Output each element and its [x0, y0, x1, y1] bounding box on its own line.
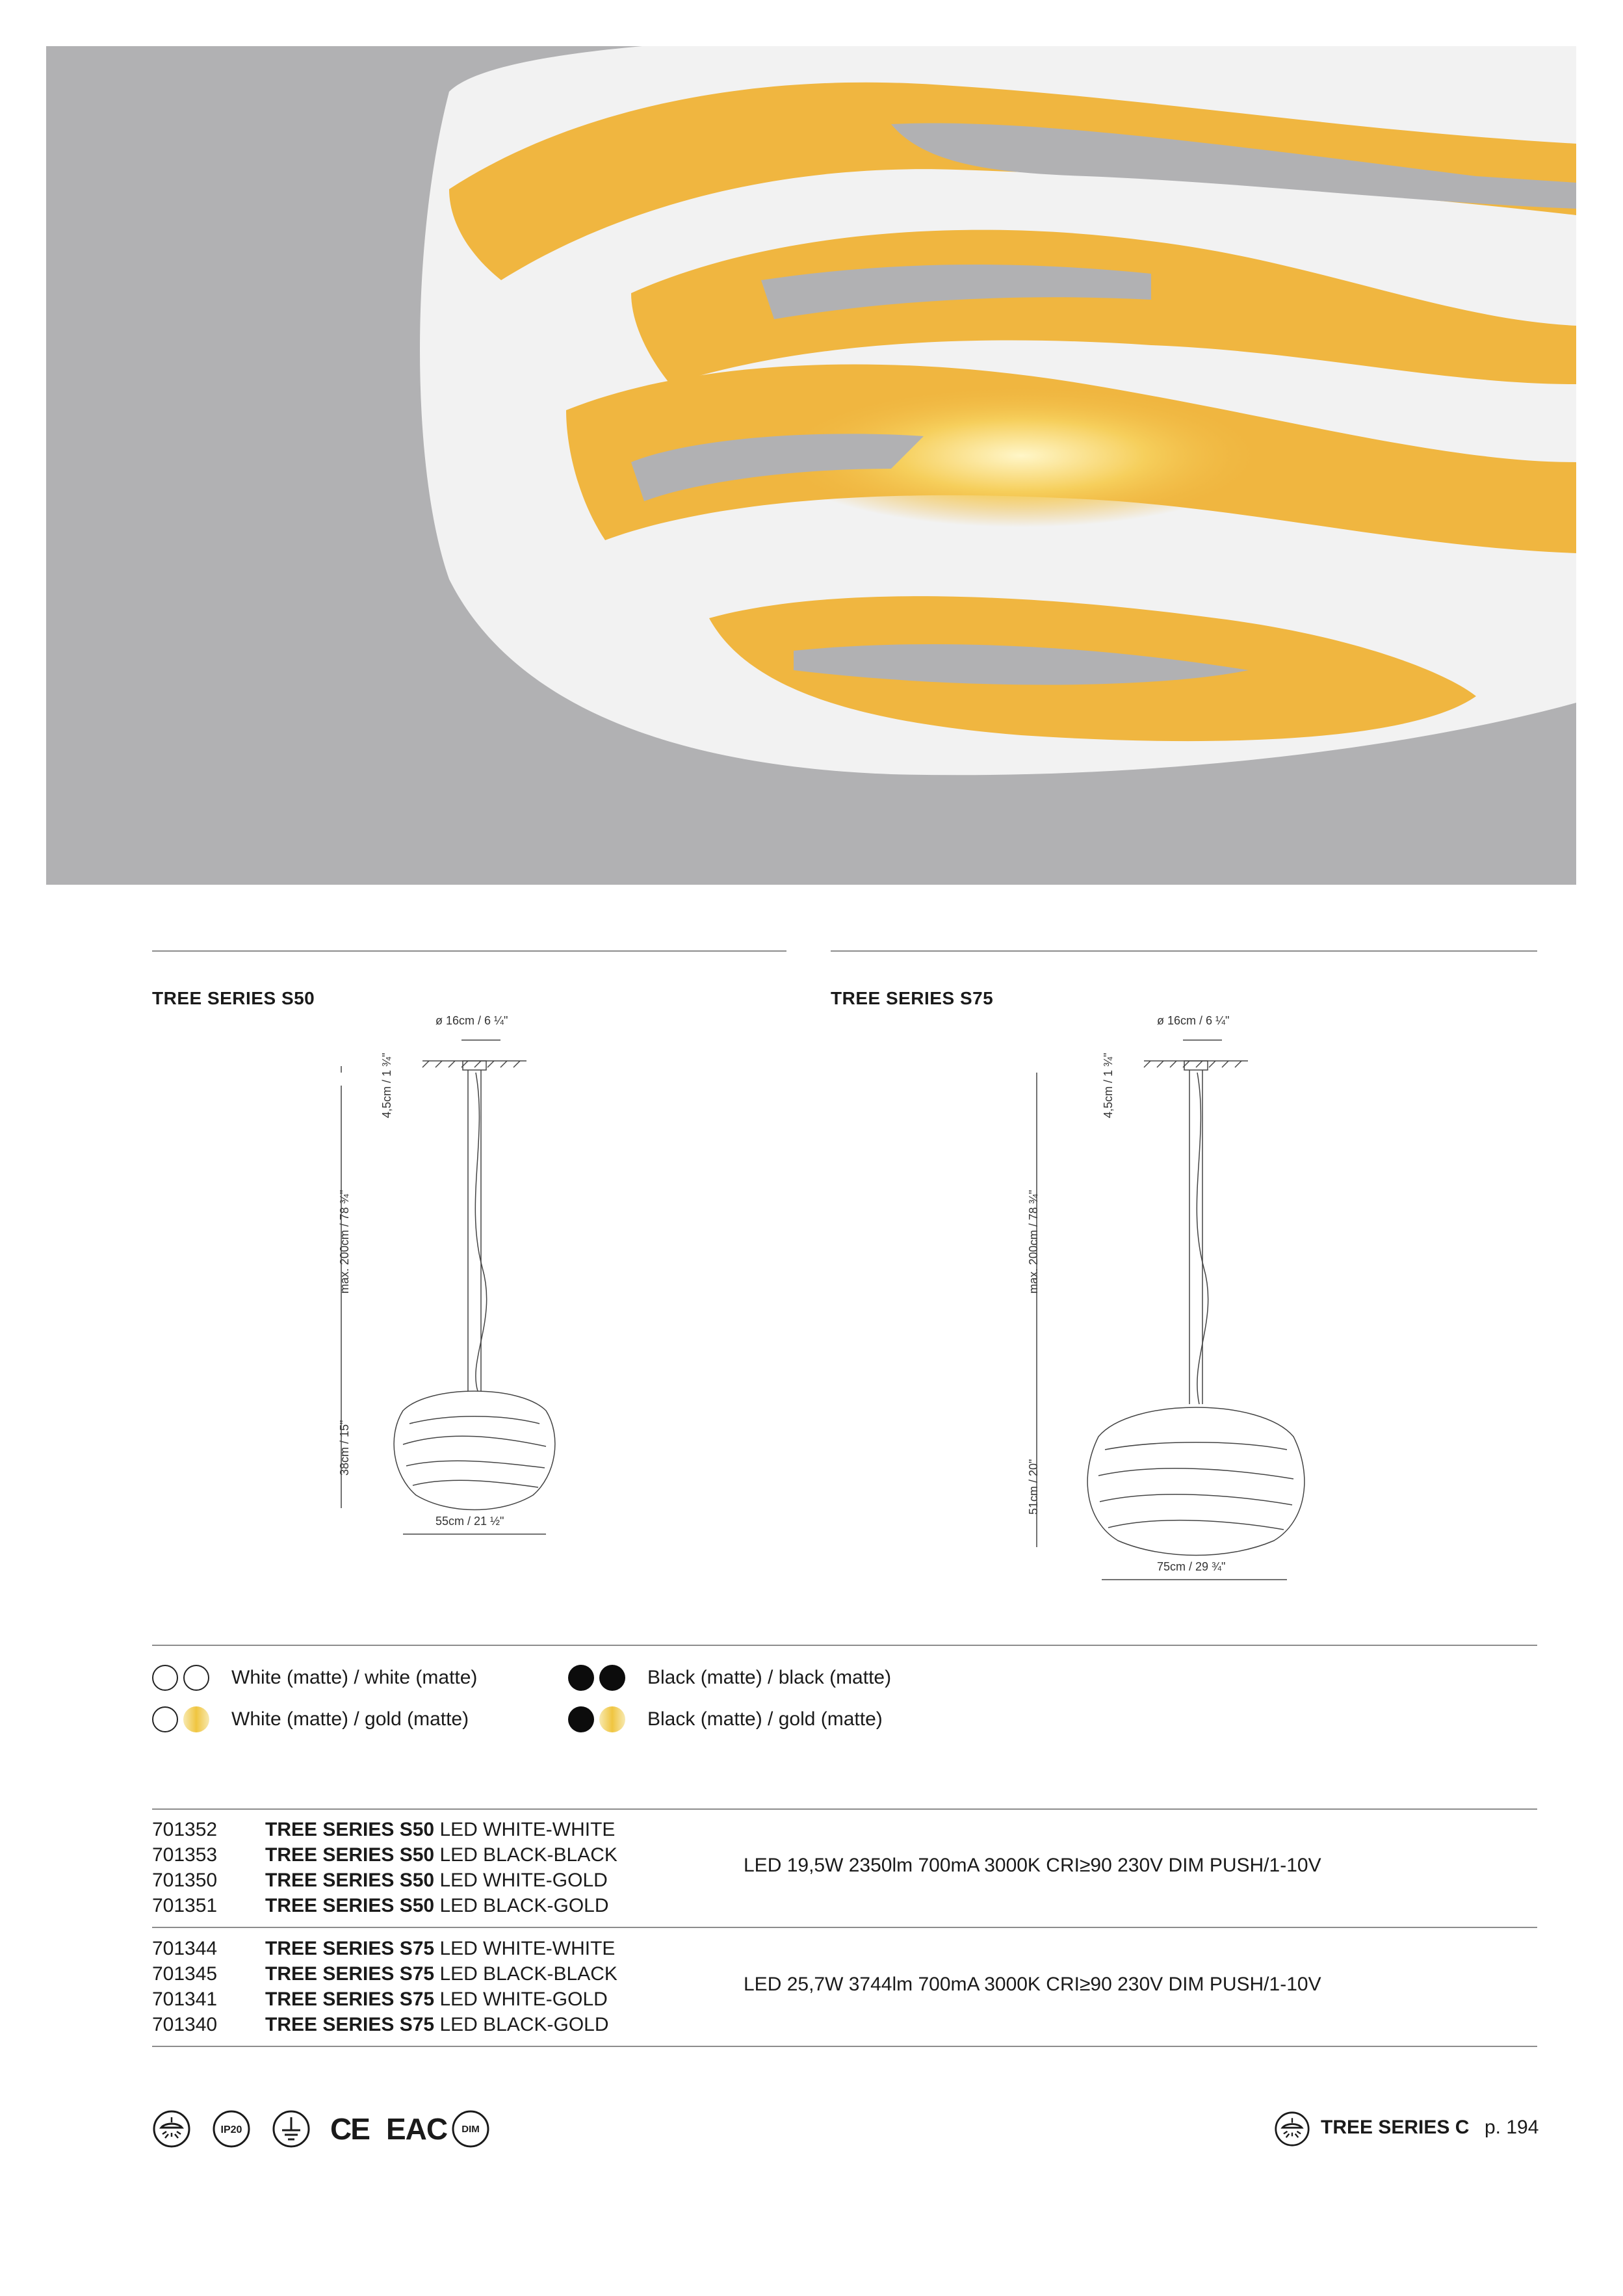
product-variant: LED WHITE-GOLD — [439, 1870, 608, 1891]
product-name: TREE SERIES S50 — [265, 1844, 435, 1866]
finish-label: Black (matte) / gold (matte) — [647, 1708, 883, 1730]
white-swatch-icon — [152, 1665, 178, 1691]
finish-option — [568, 1702, 891, 1736]
finish-swatch-group — [152, 1661, 477, 1736]
product-name: TREE SERIES S75 — [265, 1938, 435, 1959]
dim-label: DIM — [461, 2124, 480, 2135]
product-name: TREE SERIES S50 — [265, 1870, 435, 1891]
product-code: 701353 — [152, 1844, 218, 1866]
table-row — [152, 1817, 615, 1842]
s50-title: TREE SERIES S50 — [152, 988, 315, 1008]
s75-cable-dim: max. 200cm / 78 ¾" — [1027, 1190, 1040, 1294]
product-photo — [46, 46, 1576, 885]
gold-swatch-icon — [183, 1706, 209, 1732]
divider — [152, 1645, 1537, 1646]
product-code: 701340 — [152, 2014, 218, 2035]
black-swatch-icon — [568, 1665, 594, 1691]
product-variant: LED BLACK-GOLD — [439, 2014, 609, 2035]
divider — [152, 1808, 1537, 1810]
series-link[interactable]: TREE SERIES C — [1321, 2117, 1470, 2138]
divider — [152, 1927, 1537, 1928]
table-row — [152, 1893, 609, 1918]
table-row — [152, 1987, 608, 2012]
table-row — [152, 1961, 617, 1987]
product-name: TREE SERIES S75 — [265, 2014, 435, 2035]
product-code: 701352 — [152, 1819, 218, 1840]
divider — [152, 950, 786, 952]
s50-spec: LED 19,5W 2350lm 700mA 3000K CRI≥90 230V DIM PUSH/1-10V — [744, 1855, 1321, 1876]
white-swatch-icon — [183, 1665, 209, 1691]
product-variant: LED WHITE-WHITE — [439, 1938, 616, 1959]
product-variant: LED WHITE-GOLD — [439, 1989, 608, 2010]
product-code: 701350 — [152, 1870, 218, 1891]
table-row — [152, 1868, 608, 1893]
s75-spec: LED 25,7W 3744lm 700mA 3000K CRI≥90 230V DIM PUSH/1-10V — [744, 1974, 1321, 1995]
s75-technical-drawing — [1001, 1008, 1365, 1593]
s50-canopy-dim: ø 16cm / 6 ¼" — [435, 1014, 508, 1027]
divider — [831, 950, 1537, 952]
black-swatch-icon — [599, 1665, 625, 1691]
finish-swatch-group — [568, 1661, 891, 1736]
s75-canopy-height-dim: 4,5cm / 1 ¾" — [1102, 1052, 1115, 1118]
product-name: TREE SERIES S75 — [265, 1963, 435, 1985]
earth-ground-icon — [272, 2109, 311, 2148]
lamp-shade-illustration — [46, 46, 1576, 885]
gold-swatch-icon — [599, 1706, 625, 1732]
finish-label: Black (matte) / black (matte) — [647, 1667, 892, 1688]
product-name: TREE SERIES S75 — [265, 1989, 435, 2010]
s50-cable-dim: max. 200cm / 78 ¾" — [338, 1190, 351, 1294]
product-code: 701344 — [152, 1938, 218, 1959]
pendant-light-icon — [152, 2109, 191, 2148]
s50-canopy-height-dim: 4,5cm / 1 ¾" — [380, 1052, 393, 1118]
table-row — [152, 1936, 615, 1961]
ce-mark-icon: CE — [330, 2112, 369, 2146]
finish-label: White (matte) / gold (matte) — [231, 1708, 469, 1730]
product-variant: LED BLACK-BLACK — [439, 1844, 617, 1866]
product-name: TREE SERIES S50 — [265, 1895, 435, 1916]
product-name: TREE SERIES S50 — [265, 1819, 435, 1840]
product-code: 701341 — [152, 1989, 218, 2010]
finish-option — [152, 1661, 477, 1695]
product-code: 701345 — [152, 1963, 218, 1985]
product-variant: LED BLACK-GOLD — [439, 1895, 609, 1916]
black-swatch-icon — [568, 1706, 594, 1732]
s50-pendant-drawing — [312, 1008, 637, 1554]
s75-pendant-drawing — [1001, 1008, 1365, 1593]
s75-canopy-dim: ø 16cm / 6 ¼" — [1157, 1014, 1230, 1027]
product-code: 701351 — [152, 1895, 218, 1916]
s75-shade-height-dim: 51cm / 20" — [1027, 1459, 1040, 1515]
product-variant: LED WHITE-WHITE — [439, 1819, 616, 1840]
s50-shade-height-dim: 38cm / 15" — [338, 1420, 351, 1476]
s50-width-dim: 55cm / 21 ½" — [435, 1515, 504, 1528]
white-swatch-icon — [152, 1706, 178, 1732]
s75-width-dim: 75cm / 29 ¾" — [1157, 1560, 1226, 1573]
eac-mark-icon: EAC — [386, 2112, 448, 2146]
s50-technical-drawing — [312, 1008, 637, 1554]
dim-icon — [451, 2109, 490, 2148]
page-reference: p. 194 — [1485, 2117, 1539, 2138]
finish-option — [568, 1661, 891, 1695]
finish-label: White (matte) / white (matte) — [231, 1667, 478, 1688]
s75-title: TREE SERIES S75 — [831, 988, 994, 1008]
ip20-icon — [212, 2109, 251, 2148]
divider — [152, 2046, 1537, 2047]
finish-option — [152, 1702, 477, 1736]
table-row — [152, 1842, 617, 1868]
table-row — [152, 2012, 609, 2037]
product-variant: LED BLACK-BLACK — [439, 1963, 617, 1985]
pendant-light-icon — [1274, 2111, 1310, 2147]
ip20-label: IP20 — [220, 2124, 242, 2135]
